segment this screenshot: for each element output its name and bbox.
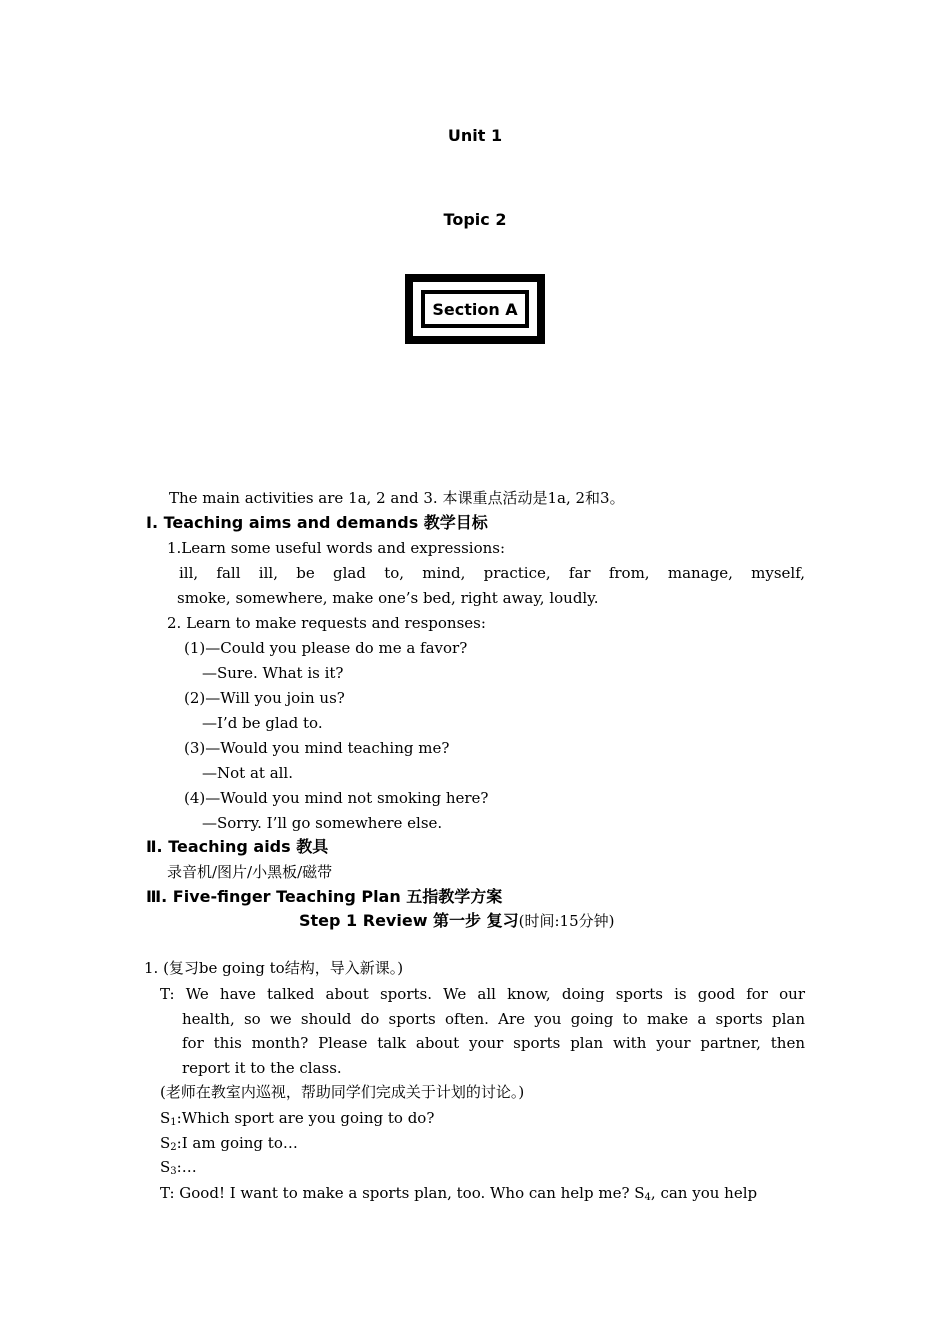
- student-1-label: S: [160, 1109, 171, 1127]
- part2-content: 录音机/图片/小黑板/磁带: [167, 863, 333, 881]
- section-label: Section A: [425, 294, 525, 324]
- teacher-line-2: health, so we should do sports often. Are you going to make a sports plan: [182, 1010, 805, 1028]
- student-1-line: [160, 1108, 434, 1128]
- topic-title: Topic 2: [443, 210, 507, 229]
- item1-title: 1.Learn some useful words and expressions:: [167, 539, 506, 557]
- student-3-line: [160, 1157, 197, 1177]
- dialogue-4-answer: —Sorry. I’ll go somewhere else.: [202, 814, 443, 832]
- part1-heading: Ⅰ. Teaching aims and demands 教学目标: [146, 513, 488, 532]
- unit-title: Unit 1: [447, 126, 503, 145]
- dialogue-2-answer: —I’d be glad to.: [202, 714, 323, 732]
- item1-words-line2: smoke, somewhere, make one’s bed, right away, loudly.: [177, 589, 599, 607]
- dialogue-4-question: (4)—Would you mind not smoking here?: [184, 789, 489, 807]
- student-3-label: S: [160, 1158, 171, 1176]
- teacher-line-3: for this month? Please talk about your sports plan with your partner, then: [182, 1034, 805, 1052]
- student-2-sub: 2: [170, 1142, 177, 1153]
- dialogue-3-answer: —Not at all.: [202, 764, 293, 782]
- item2-title: 2. Learn to make requests and responses:: [167, 614, 486, 632]
- section-badge: [405, 274, 545, 344]
- student-2-label: S: [160, 1134, 171, 1152]
- step-heading: [299, 911, 614, 931]
- teacher-line-5-text: T: Good! I want to make a sports plan, too. Who can help me? S: [160, 1184, 645, 1202]
- part2-heading: Ⅱ. Teaching aids 教具: [146, 837, 329, 856]
- student-2-line: [160, 1133, 298, 1153]
- activity-item: 1. (复习be going to结构，导入新课。): [144, 959, 404, 977]
- student-1-text: :Which sport are you going to do?: [176, 1109, 435, 1127]
- teacher-line-5: [160, 1183, 757, 1203]
- intro-line: The main activities are 1a, 2 and 3. 本课重点活动是1a, 2和3。: [169, 489, 625, 507]
- step-time: (时间:15分钟): [518, 912, 615, 930]
- teacher-line-4: report it to the class.: [182, 1059, 342, 1077]
- part3-heading: Ⅲ. Five-finger Teaching Plan 五指教学方案: [146, 887, 503, 906]
- teacher-note: (老师在教室内巡视，帮助同学们完成关于计划的讨论。): [160, 1083, 525, 1101]
- teacher-line-5-tail: , can you help: [650, 1184, 758, 1202]
- student-1-sub: 1: [170, 1117, 177, 1128]
- student-3-text: :…: [176, 1158, 197, 1176]
- student-3-sub: 3: [170, 1166, 177, 1177]
- student-2-text: :I am going to…: [176, 1134, 298, 1152]
- teacher-line-1: T: We have talked about sports. We all know, doing sports is good for our: [160, 985, 805, 1003]
- dialogue-3-question: (3)—Would you mind teaching me?: [184, 739, 450, 757]
- dialogue-1-question: (1)—Could you please do me a favor?: [184, 639, 468, 657]
- dialogue-1-answer: —Sure. What is it?: [202, 664, 344, 682]
- dialogue-2-question: (2)—Will you join us?: [184, 689, 345, 707]
- item1-words-line1: ill, fall ill, be glad to, mind, practice, far from, manage, myself,: [179, 564, 805, 582]
- teacher-line-5-sub: 4: [644, 1192, 651, 1203]
- step-title: Step 1 Review 第一步 复习: [299, 911, 519, 930]
